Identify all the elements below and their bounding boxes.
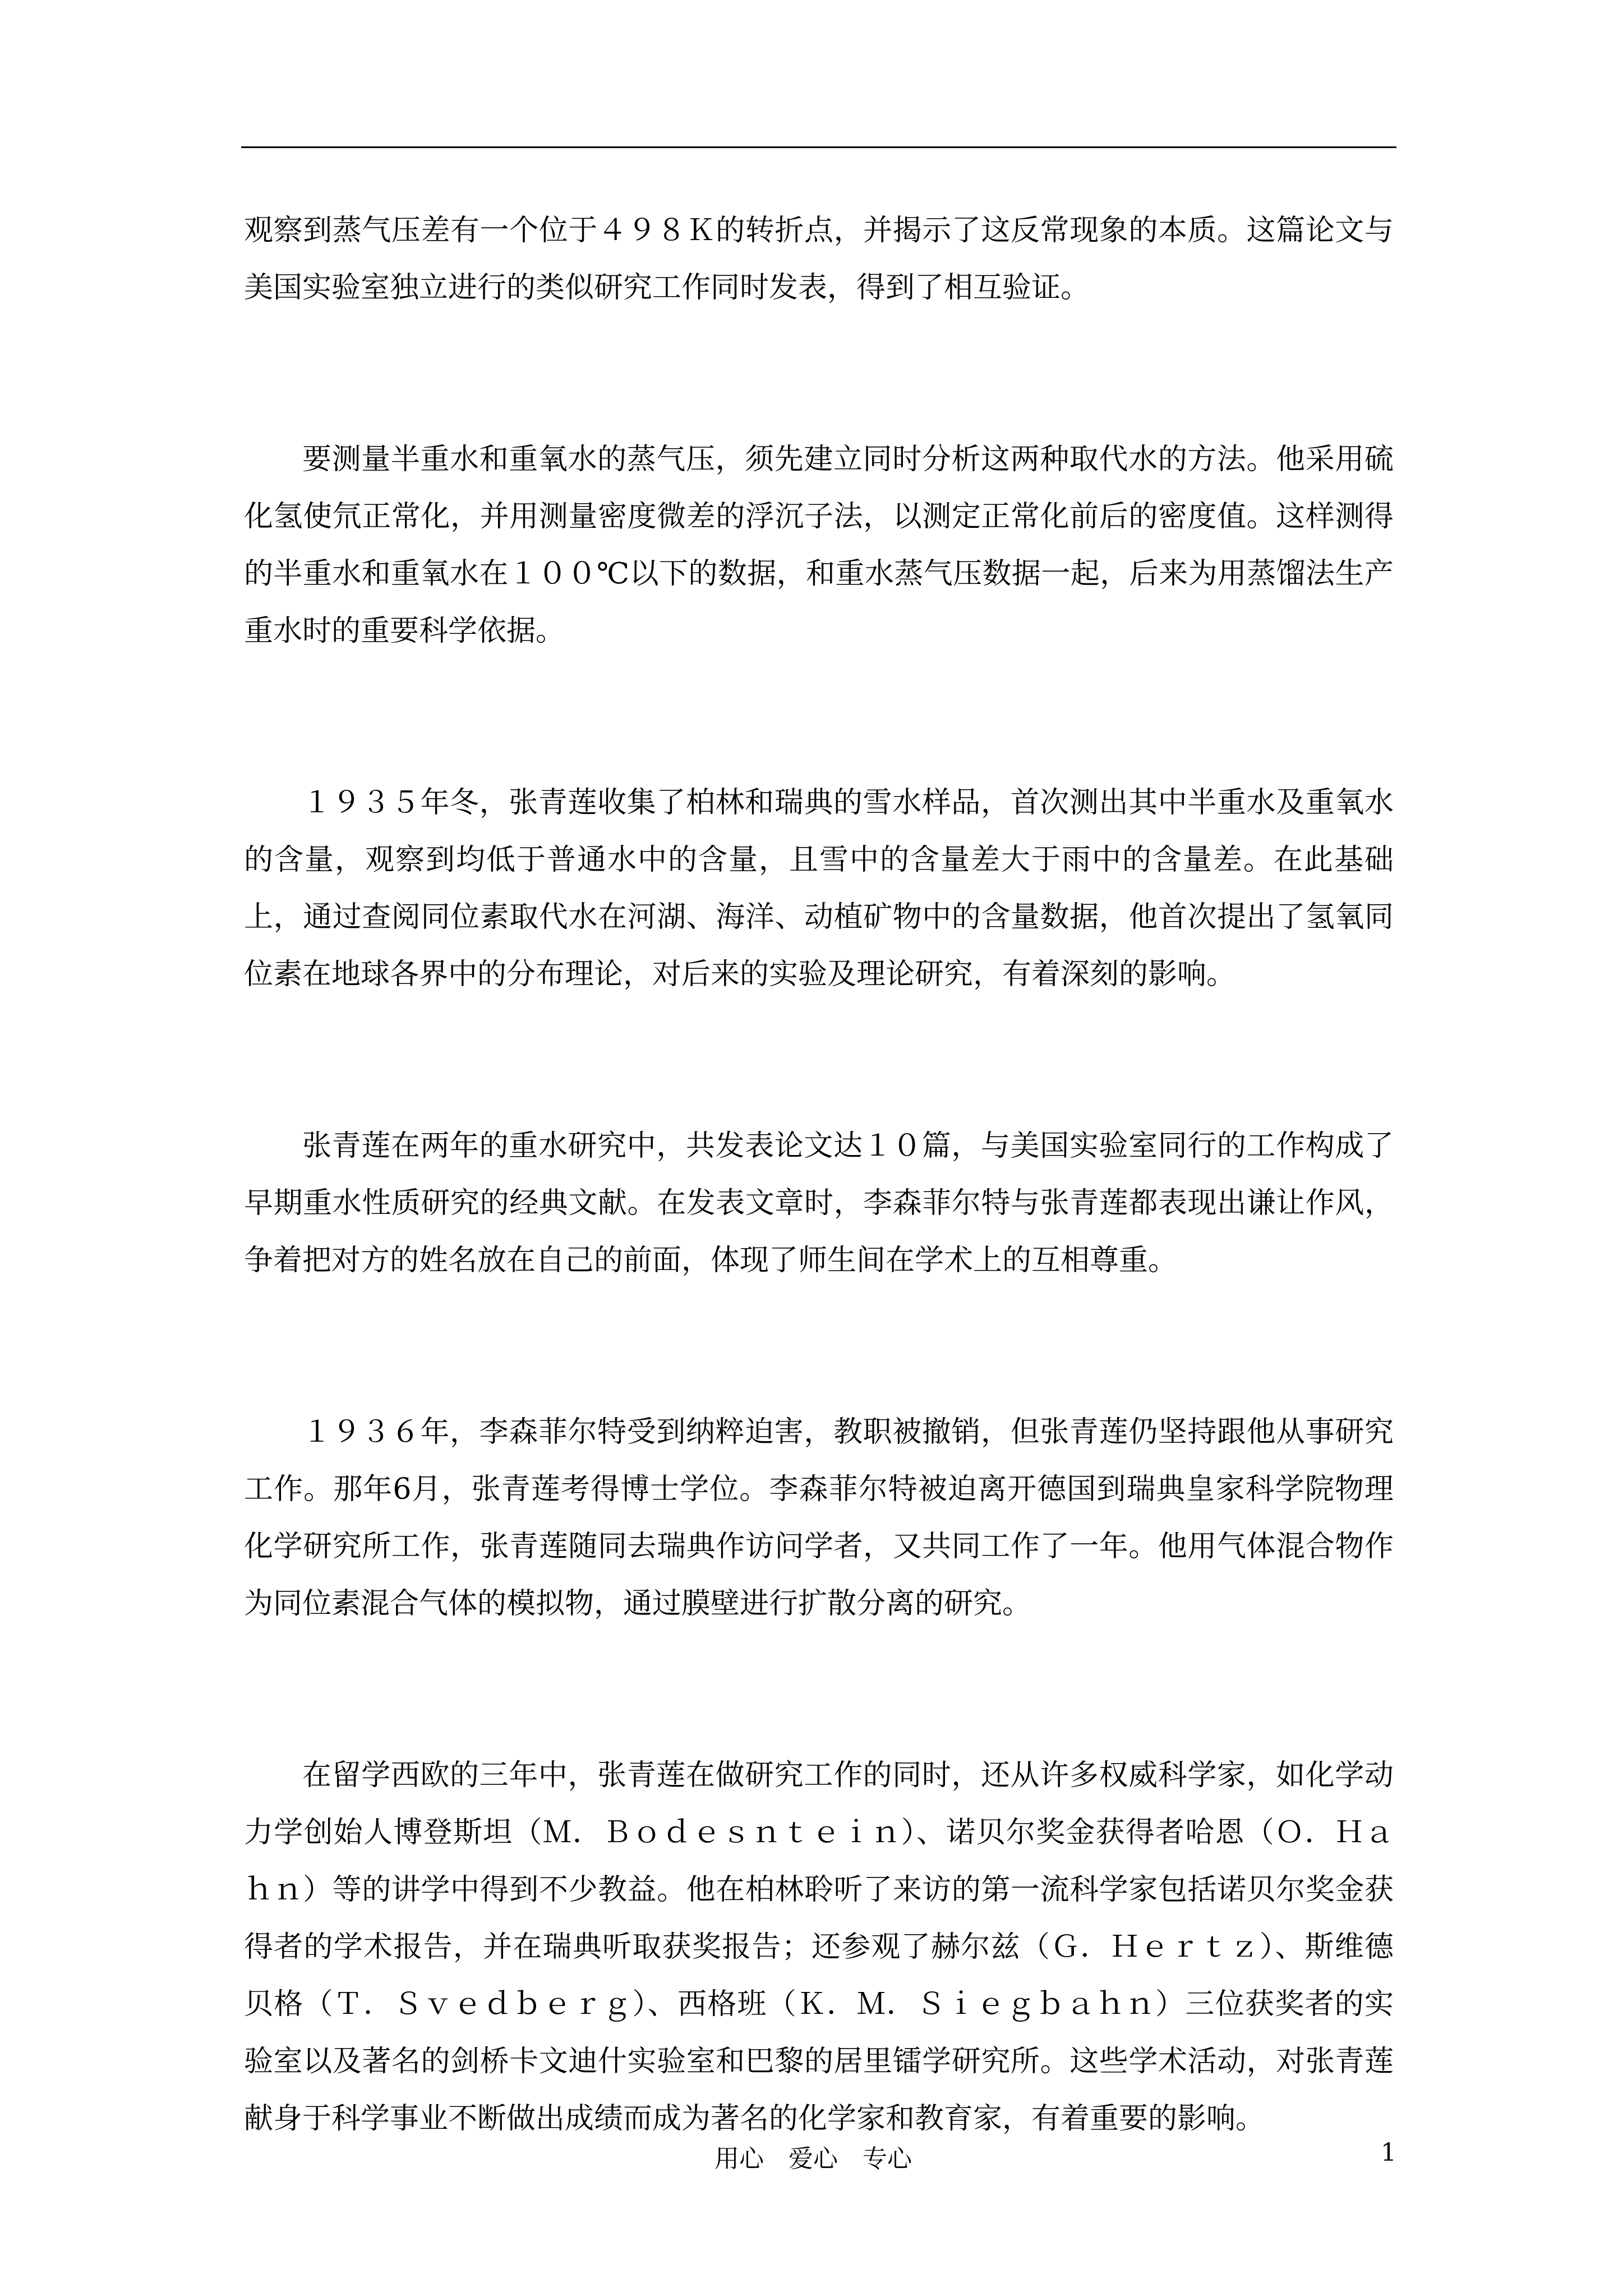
paragraph-snow-samples: １９３５年冬，张青莲收集了柏林和瑞典的雪水样品，首次测出其中半重水及重氧水的含量，观察到均低于普通水中的含量，且雪中的含量差大于雨中的含量差。在此基础上，通过查阅同位素取代水在河湖、海洋、动植矿物中的含量数据，他首次提出了氢氧同位素在地球各界中的分布理论，对后来的实验及理论研究，有着深刻的影响。 [244, 786, 1394, 991]
paragraph-heavy-water-research: 张青莲在两年的重水研究中，共发表论文达１０篇，与美国实验室同行的工作构成了早期重水性质研究的经典文献。在发表文章时，李森菲尔特与张青莲都表现出谦让作风，争着把对方的姓名放在自己的前面，体现了师生间在学术上的互相尊重。 [244, 1129, 1394, 1277]
page-number: 1 [1381, 2138, 1396, 2167]
header-rule [241, 146, 1396, 148]
paragraph-continuation: 观察到蒸气压差有一个位于４９８Ｋ的转折点，并揭示了这反常现象的本质。这篇论文与美国实验室独立进行的类似研究工作同时发表，得到了相互验证。 [244, 214, 1394, 305]
document-body [244, 202, 1394, 2262]
paragraph-study-abroad: 在留学西欧的三年中，张青莲在做研究工作的同时，还从许多权威科学家，如化学动力学创始人博登斯坦（Ｍ．Ｂｏｄｅｓｎｔｅｉｎ）、诺贝尔奖金获得者哈恩（Ｏ．Ｈａｈｎ）等的讲学中得到不少教益。他在柏林聆听了来访的第一流科学家包括诺贝尔奖金获得者的学术报告，并在瑞典听取获奖报告；还参观了赫尔兹（Ｇ．Ｈｅｒｔｚ）、斯维德贝格（Ｔ．Ｓｖｅｄｂｅｒｇ）、西格班（Ｋ．Ｍ．Ｓｉｅｇｂａｈｎ）三位获奖者的实验室以及著名的剑桥卡文迪什实验室和巴黎的居里镭学研究所。这些学术活动，对张青莲献身于科学事业不断做出成绩而成为著名的化学家和教育家，有着重要的影响。 [244, 1759, 1394, 2136]
paragraph-vapor-pressure: 要测量半重水和重氧水的蒸气压，须先建立同时分析这两种取代水的方法。他采用硫化氢使氘正常化，并用测量密度微差的浮沉子法，以测定正常化前后的密度值。这样测得的半重水和重氧水在１００℃以下的数据，和重水蒸气压数据一起，后来为用蒸馏法生产重水时的重要科学依据。 [244, 443, 1394, 648]
footer-motto: 用心 爱心 专心 [714, 2145, 912, 2173]
paragraph-1936: １９３６年，李森菲尔特受到纳粹迫害，教职被撤销，但张青莲仍坚持跟他从事研究工作。那年6月，张青莲考得博士学位。李森菲尔特被迫离开德国到瑞典皇家科学院物理化学研究所工作，张青莲随同去瑞典作访问学者，又共同工作了一年。他用气体混合物作为同位素混合气体的模拟物，通过膜壁进行扩散分离的研究。 [244, 1415, 1394, 1621]
